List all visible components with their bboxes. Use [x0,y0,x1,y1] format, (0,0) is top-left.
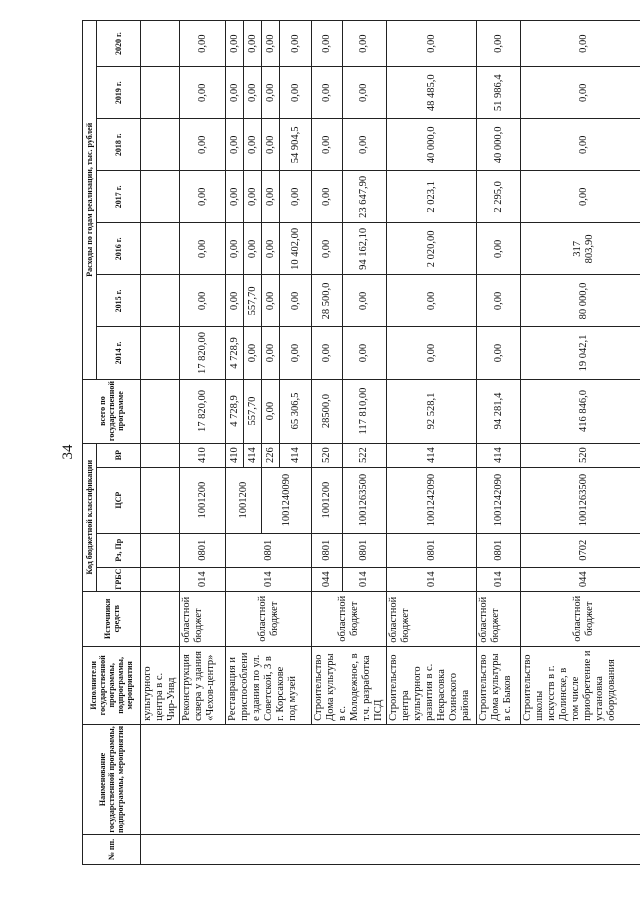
rzpr-cell: 0801 [312,533,343,567]
year-2014-cell: 0,00 [342,327,386,379]
year-2015-cell: 557,70 [244,275,262,327]
year-2014-cell: 4 728,9 [226,327,244,379]
vr-cell: 226 [262,443,280,467]
header-grbs: ГРБС [97,567,141,591]
total-cell: 0,00 [262,379,280,443]
year-2020-cell: 0,00 [477,21,521,67]
header-source: Источники средств [83,591,141,646]
rzpr-cell: 0801 [387,533,477,567]
csr-cell: 1001200 [226,467,262,533]
header-year-2019: 2019 г. [97,67,141,119]
grbs-cell: 044 [312,567,343,591]
year-2015-cell: 28 500,0 [312,275,343,327]
year-2019-cell: 0,00 [262,67,280,119]
year-2019-cell: 0,00 [180,67,226,119]
page-number: 34 [60,444,76,460]
source-cell: областной бюджет [312,591,387,646]
year-2019-cell: 0,00 [342,67,386,119]
year-2017-cell: 0,00 [280,171,312,223]
year-2017-cell: 2 295,0 [477,171,521,223]
year-2016-cell: 317 803,90 [521,223,640,275]
budget-table [82,20,640,865]
header-year-2014: 2014 г. [97,327,141,379]
rzpr-cell: 0702 [521,533,640,567]
year-2019-cell: 0,00 [226,67,244,119]
year-2019-cell: 51 986,4 [477,67,521,119]
year-2016-cell: 0,00 [244,223,262,275]
source-cell: областной бюджет [226,591,312,646]
header-year-2020: 2020 г. [97,21,141,67]
year-2016-cell: 94 162,10 [342,223,386,275]
header-expenses: Расходы по годам реализации, тыс. рублей [83,21,97,380]
year-2018-cell: 54 904,5 [280,119,312,171]
year-2018-cell: 0,00 [244,119,262,171]
year-2018-cell: 0,00 [521,119,640,171]
year-2014-cell: 19 042,1 [521,327,640,379]
grbs-cell: 014 [387,567,477,591]
source-cell: областной бюджет [180,591,226,646]
rzpr-cell: 0801 [226,533,312,567]
total-cell: 28500,0 [312,379,343,443]
source-cell: областной бюджет [477,591,521,646]
executor-cell: Строительство Дома культуры в с. Быков [477,646,521,724]
year-2020-cell: 0,00 [280,21,312,67]
year-2019-cell: 48 485,0 [387,67,477,119]
year-2014-cell: 0,00 [280,327,312,379]
year-2016-cell: 10 402,00 [280,223,312,275]
vr-cell: 414 [244,443,262,467]
grbs-cell: 014 [180,567,226,591]
executor-cell: Строительство школы искусств в г. Долинске, в том числе приобретение и установка оборудования [521,646,640,724]
year-2015-cell: 0,00 [180,275,226,327]
header-program-name: Наименование государственной программы, подпрограммы, мероприятия [83,724,141,834]
year-2019-cell: 0,00 [280,67,312,119]
year-2015-cell: 0,00 [387,275,477,327]
vr-cell: 520 [521,443,640,467]
year-2016-cell: 0,00 [226,223,244,275]
year-2015-cell: 0,00 [280,275,312,327]
header-total: всего по государственной программе [83,379,141,443]
csr-cell: 1001242090 [387,467,477,533]
year-2014-cell: 17 820,00 [180,327,226,379]
csr-cell: 1001200 [180,467,226,533]
vr-cell: 410 [226,443,244,467]
year-2017-cell: 0,00 [262,171,280,223]
header-vr: ВР [97,443,141,467]
rotated-table-container [82,20,637,865]
vr-cell: 410 [180,443,226,467]
header-year-2015: 2015 г. [97,275,141,327]
vr-cell: 414 [477,443,521,467]
year-2016-cell: 0,00 [312,223,343,275]
no-cell [141,834,640,864]
grbs-cell: 014 [477,567,521,591]
year-2018-cell: 0,00 [312,119,343,171]
year-2017-cell: 0,00 [226,171,244,223]
year-2020-cell: 0,00 [312,21,343,67]
year-2018-cell: 0,00 [180,119,226,171]
year-2018-cell: 40 000,0 [387,119,477,171]
vr-cell: 520 [312,443,343,467]
vr-cell: 522 [342,443,386,467]
program-name-cell [141,724,640,834]
grbs-cell: 014 [342,567,386,591]
year-2020-cell: 0,00 [226,21,244,67]
year-2018-cell: 0,00 [342,119,386,171]
header-no: № пп. [83,834,141,864]
year-2015-cell: 0,00 [477,275,521,327]
total-cell: 65 306,5 [280,379,312,443]
year-2014-cell: 0,00 [477,327,521,379]
year-2016-cell: 2 020,00 [387,223,477,275]
year-2019-cell: 0,00 [521,67,640,119]
year-2015-cell: 80 000,0 [521,275,640,327]
total-cell: 416 846,0 [521,379,640,443]
header-executor: Исполнители государственной программы, подпрограммы, мероприятия [83,646,141,724]
header-budget-code: Код бюджетной классификации [83,443,97,591]
source-cell: областной бюджет [387,591,477,646]
year-2020-cell: 0,00 [262,21,280,67]
csr-cell: 1001240090 [262,467,312,533]
year-2015-cell: 0,00 [262,275,280,327]
year-2015-cell: 0,00 [342,275,386,327]
year-2018-cell: 40 000,0 [477,119,521,171]
year-2016-cell: 0,00 [477,223,521,275]
year-2014-cell: 0,00 [244,327,262,379]
year-2016-cell: 0,00 [262,223,280,275]
year-2020-cell: 0,00 [342,21,386,67]
csr-cell: 1001200 [312,467,343,533]
executor-cell: культурного центра в с. Чир-Унвд [141,646,180,724]
year-2019-cell: 0,00 [312,67,343,119]
year-2014-cell: 0,00 [312,327,343,379]
year-2015-cell: 0,00 [226,275,244,327]
header-year-2017: 2017 г. [97,171,141,223]
csr-cell: 1001263500 [342,467,386,533]
header-year-2016: 2016 г. [97,223,141,275]
header-rzpr: Рз, Пр [97,533,141,567]
executor-cell: Реконструкция сквера у здания «Чехов-центр» [180,646,226,724]
year-2017-cell: 0,00 [312,171,343,223]
rzpr-cell: 0801 [477,533,521,567]
csr-cell: 1001242090 [477,467,521,533]
year-2017-cell: 0,00 [244,171,262,223]
year-2017-cell: 0,00 [521,171,640,223]
year-2017-cell: 0,00 [180,171,226,223]
grbs-cell: 014 [226,567,312,591]
total-cell: 17 820,00 [180,379,226,443]
source-cell: областной бюджет [521,591,640,646]
year-2020-cell: 0,00 [387,21,477,67]
total-cell: 557,70 [244,379,262,443]
year-2016-cell: 0,00 [180,223,226,275]
year-2020-cell: 0,00 [180,21,226,67]
year-2017-cell: 23 647,90 [342,171,386,223]
year-2014-cell: 0,00 [387,327,477,379]
year-2014-cell: 0,00 [262,327,280,379]
executor-cell: Строительство центра культурного развития в с. Некрасовка Охинского района [387,646,477,724]
total-cell: 4 728,9 [226,379,244,443]
total-cell: 92 528,1 [387,379,477,443]
executor-cell: Строительство Дома культуры в с. Молодежное, в т.ч. разработка ПСД [312,646,387,724]
rzpr-cell: 0801 [342,533,386,567]
header-csr: ЦСР [97,467,141,533]
year-2017-cell: 2 023,1 [387,171,477,223]
year-2018-cell: 0,00 [262,119,280,171]
year-2020-cell: 0,00 [521,21,640,67]
grbs-cell: 044 [521,567,640,591]
header-year-2018: 2018 г. [97,119,141,171]
vr-cell: 414 [387,443,477,467]
vr-cell: 414 [280,443,312,467]
total-cell: 117 810,00 [342,379,386,443]
year-2018-cell: 0,00 [226,119,244,171]
rzpr-cell: 0801 [180,533,226,567]
total-cell: 94 281,4 [477,379,521,443]
year-2020-cell: 0,00 [244,21,262,67]
year-2019-cell: 0,00 [244,67,262,119]
table-row [141,21,180,865]
executor-cell: Реставрация и приспособление здания по ул. Советской, 3 в г. Корсакове под музей [226,646,312,724]
csr-cell: 1001263500 [521,467,640,533]
